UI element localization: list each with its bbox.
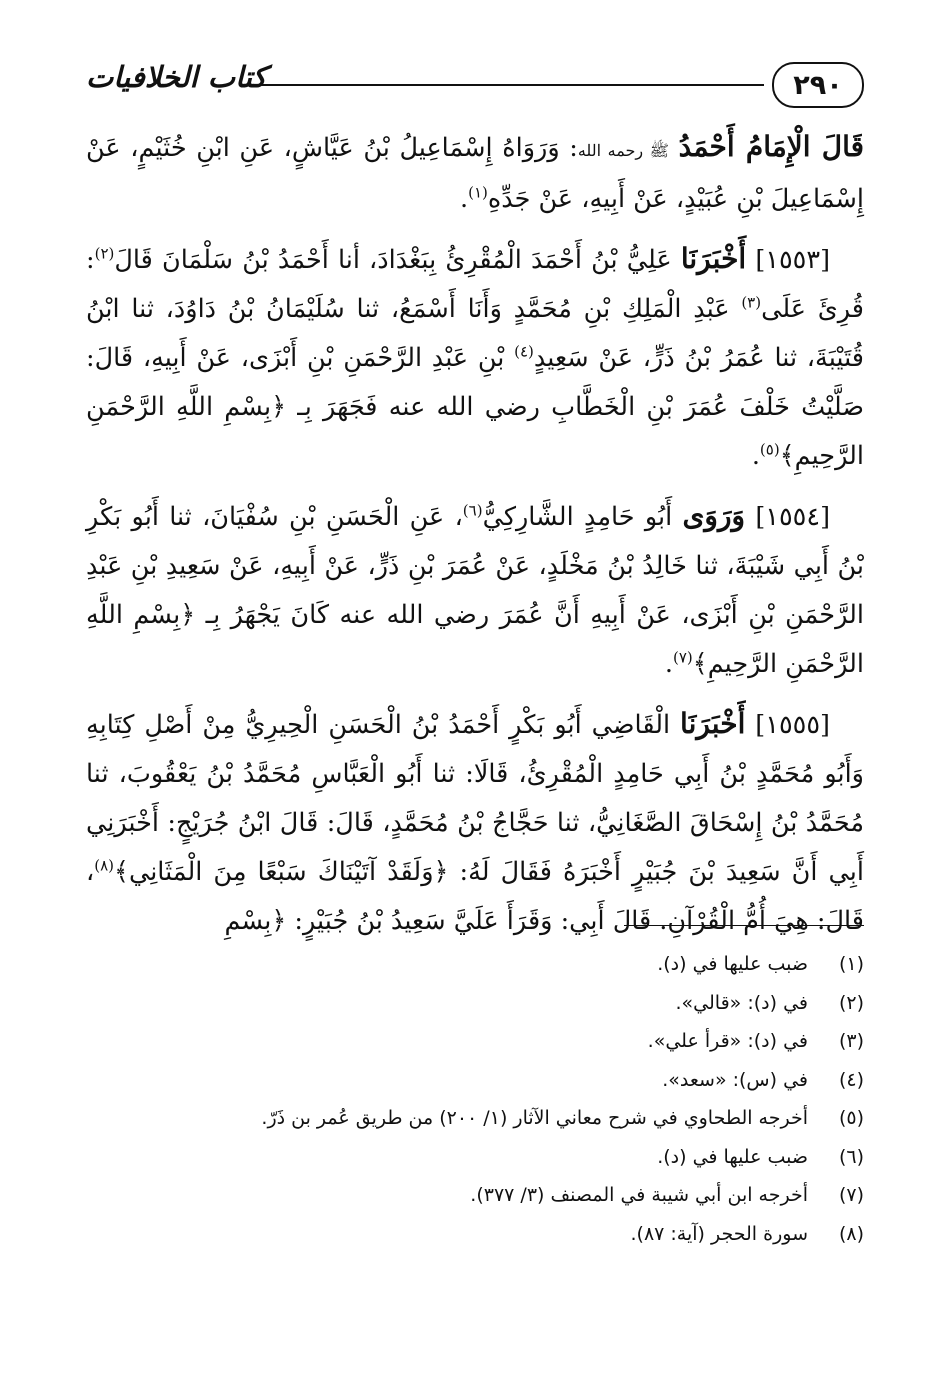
footnote-ref: (٧) <box>672 648 693 667</box>
footnote-ref: (١) <box>468 183 488 202</box>
honorific: ﷺ رحمه الله <box>577 141 670 160</box>
footnote-number: (٤) <box>838 1068 864 1091</box>
header-rule <box>256 84 764 86</box>
paragraph-text: : قُرِئَ عَلَى <box>86 245 864 324</box>
footnote-number: (٥) <box>838 1107 864 1129</box>
paragraph-text: أَبُو حَامِدٍ الشَّارِكِيُّ <box>482 502 673 532</box>
footnote-text: في (س): «سعد». <box>662 1068 808 1091</box>
footnote-number: (٨) <box>838 1222 864 1245</box>
footnote-item <box>86 945 864 984</box>
footnote-item <box>86 1215 864 1254</box>
paragraph-text: . <box>751 441 760 471</box>
footnotes <box>86 945 864 1253</box>
footnote-number: (٧) <box>838 1184 864 1206</box>
footnote-ref: (٤) <box>514 342 534 361</box>
paragraph-lead: أَخْبَرَنَا <box>680 242 747 275</box>
paragraph-text: . <box>460 184 469 214</box>
paragraph-lead: وَرَوَى <box>682 499 745 532</box>
paragraph-text: الْقَاضِي أَبُو بَكْرٍ أَحْمَدُ بْنُ الْحَسَنِ الْحِيرِيُّ مِنْ أَصْلِ كِتَابِهِ وَأَبُو مُحَمَّدٍ بْنُ أَبِي حَامِدٍ الْمُقْرِئُ، قَالَا: ثنا أَبُو الْعَبَّاسِ مُحَمَّدُ بْنُ يَعْقُوبَ، ثنا مُحَمَّدُ بْنُ إِسْحَاقَ الصَّغَانِيُّ، ثنا حَجَّاجُ بْنُ مُحَمَّدٍ، قَالَ: قَالَ ابْنُ جُرَيْجٍ: أَخْبَرَنِي أَبِي أَنَّ سَعِيدَ بْنَ جُبَيْرٍ أَخْبَرَهُ فَقَالَ لَهُ: ﴿وَلَقَدْ آتَيْنَاكَ سَبْعًا مِنَ الْمَثَانِي﴾ <box>86 710 864 887</box>
footnote-item <box>86 1176 864 1215</box>
hadith-number: [١٥٥٤] <box>755 502 831 532</box>
footnote-text: في (د): «قالي». <box>675 991 808 1014</box>
running-head <box>86 58 864 116</box>
footnote-item <box>86 1138 864 1177</box>
footnote-text: سورة الحجر (آية: ٨٧). <box>630 1222 808 1245</box>
paragraph-1553 <box>86 234 864 481</box>
paragraph-1555 <box>86 699 864 946</box>
paragraph-text: بْنِ عَبْدِ الرَّحْمَنِ بْنِ أَبْزَى، عَنْ أَبِيهِ، قَالَ: صَلَّيْتُ خَلْفَ عُمَرَ بْنِ الْخَطَّابِ رضي الله عنه فَجَهَرَ بِـ ﴿بِسْمِ اللَّهِ الرَّحْمَنِ الرَّحِيمِ﴾ <box>86 343 864 471</box>
footnote-number: (١) <box>838 953 864 975</box>
footnote-rule <box>624 925 864 926</box>
page-number: ٢٩٠ <box>772 62 864 108</box>
paragraph-lead: أَخْبَرَنَا <box>680 707 746 740</box>
footnote-number: (٢) <box>838 991 864 1014</box>
paragraph-text: . <box>664 649 673 679</box>
paragraph-text: : وَرَوَاهُ إِسْمَاعِيلُ بْنُ عَيَّاشٍ، عَنِ ابْنِ خُثَيْمٍ، عَنْ إِسْمَاعِيلَ بْنِ عُبَيْدٍ، عَنْ أَبِيهِ، عَنْ جَدِّهِ <box>86 133 864 214</box>
paragraph-1 <box>86 122 864 224</box>
footnote-text: أخرجه الطحاوي في شرح معاني الآثار (١/ ٢٠٠) من طريق عُمر بن ذَرّ. <box>261 1107 808 1129</box>
footnote-text: في (د): «قرأ علي». <box>647 1030 808 1052</box>
footnote-item <box>86 1022 864 1061</box>
footnote-text: أخرجه ابن أبي شيبة في المصنف (٣/ ٣٧٧). <box>470 1184 808 1206</box>
paragraph-text: ، قَالَ: هِيَ أُمُّ الْقُرْآنِ. قَالَ أَبِي: وَقَرَأَ عَلَيَّ سَعِيدُ بْنُ جُبَيْرٍ: ﴿بِسْمِ <box>86 857 864 936</box>
hadith-number: [١٥٥٣] <box>755 245 831 275</box>
footnote-ref: (٨) <box>94 856 115 875</box>
footnote-ref: (٥) <box>759 440 780 459</box>
footnote-item <box>86 1099 864 1138</box>
paragraph-1554 <box>86 491 864 689</box>
footnote-ref: (٢) <box>94 244 115 263</box>
main-text <box>86 122 864 956</box>
footnote-number: (٣) <box>838 1030 864 1052</box>
paragraph-text: عَلِيُّ بْنُ أَحْمَدَ الْمُقْرِئُ بِبَغْدَادَ، أنا أَحْمَدُ بْنُ سَلْمَانَ قَالَ <box>114 245 672 275</box>
paragraph-text: ، عَنِ الْحَسَنِ بْنِ سُفْيَانَ، ثنا أَبُو بَكْرِ بْنُ أَبِي شَيْبَةَ، ثنا خَالِدُ بْنُ مَخْلَدٍ، عَنْ عُمَرَ بْنِ ذَرٍّ، عَنْ أَبِيهِ، عَنْ سَعِيدِ بْنِ عَبْدِ الرَّحْمَنِ بْنِ أَبْزَى، عَنْ أَبِيهِ أَنَّ عُمَرَ رضي الله عنه كَانَ يَجْهَرُ بِـ ﴿بِسْمِ اللَّهِ الرَّحْمَنِ الرَّحِيمِ﴾ <box>86 502 864 679</box>
footnote-item <box>86 984 864 1023</box>
hadith-number: [١٥٥٥] <box>755 710 830 740</box>
book-title: كتاب الخلافيات <box>86 60 267 94</box>
footnote-number: (٦) <box>838 1145 864 1168</box>
footnote-item <box>86 1061 864 1100</box>
footnote-ref: (٦) <box>462 501 483 520</box>
footnote-ref: (٣) <box>741 293 762 312</box>
paragraph-lead: قَالَ الْإِمَامُ أَحْمَدُ <box>678 130 865 163</box>
footnote-text: ضبب عليها في (د). <box>657 1145 808 1168</box>
footnote-text: ضبب عليها في (د). <box>657 953 808 975</box>
paragraph-text: عَبْدِ الْمَلِكِ بْنِ مُحَمَّدٍ وَأَنَا أَسْمَعُ، ثنا سُلَيْمَانُ بْنُ دَاوُدَ، ثنا ابْنُ قُتَيْبَةَ، ثنا عُمَرُ بْنُ ذَرٍّ، عَنْ سَعِيدٍ <box>86 294 864 373</box>
